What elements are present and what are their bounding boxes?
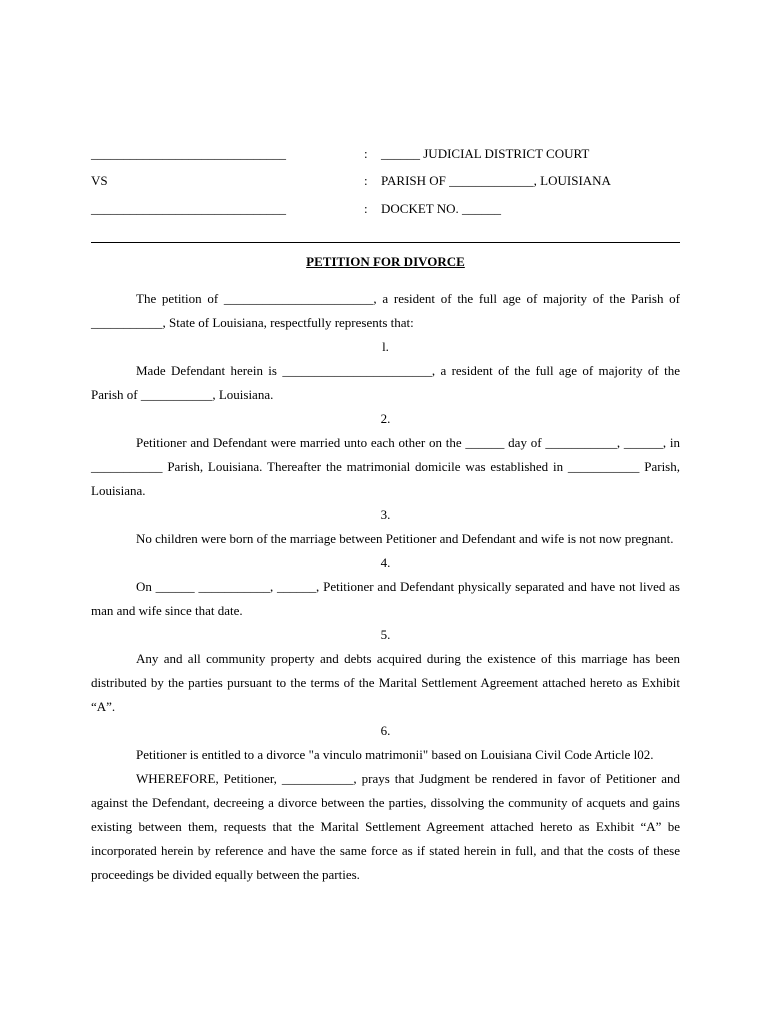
caption-row-court xyxy=(0,145,770,163)
document-title: PETITION FOR DIVORCE xyxy=(306,254,465,269)
petitioner-name-blank: ______________________________ xyxy=(91,146,286,161)
petition-body xyxy=(91,287,680,887)
paragraph-number: 4. xyxy=(380,555,391,570)
paragraph-number: 3. xyxy=(380,507,391,522)
paragraph-number: 5. xyxy=(380,627,391,642)
caption-divider xyxy=(91,242,680,243)
caption-colon: : xyxy=(364,146,368,161)
paragraph-grounds: Petitioner is entitled to a divorce "a vinculo matrimonii" based on Louisiana Civil Code Article l02. xyxy=(136,747,654,762)
versus-label: VS xyxy=(91,173,108,188)
intro-paragraph: The petition of _______________________, a resident of the full age of majority of the Parish of ___________, State of Louisiana, respectfully represents that: xyxy=(91,291,680,330)
paragraph-number: 6. xyxy=(380,723,391,738)
paragraph-marriage: Petitioner and Defendant were married unto each other on the ______ day of ___________, ______, in ___________ Parish, Louisiana. Thereafter the matrimonial domicile was established in ___________ Parish, Louisiana. xyxy=(91,435,680,498)
defendant-name-blank: ______________________________ xyxy=(91,201,286,216)
docket-line: DOCKET NO. ______ xyxy=(381,201,502,216)
paragraph-property: Any and all community property and debts acquired during the existence of this marriage has been distributed by the parties pursuant to the terms of the Marital Settlement Agreement attached hereto as Exhibit “A”. xyxy=(91,651,680,714)
parish-line: PARISH OF _____________, LOUISIANA xyxy=(381,173,611,188)
paragraph-number: l. xyxy=(382,339,389,354)
paragraph-separation: On ______ ___________, ______, Petitioner and Defendant physically separated and have not lived as man and wife since that date. xyxy=(91,579,680,618)
court-line: ______ JUDICIAL DISTRICT COURT xyxy=(381,146,590,161)
caption-row-parish xyxy=(0,172,770,190)
caption-row-docket xyxy=(0,200,770,218)
caption-colon: : xyxy=(364,201,368,216)
paragraph-defendant: Made Defendant herein is _______________________, a resident of the full age of majority of the Parish of ___________, Louisiana. xyxy=(91,363,680,402)
caption-colon: : xyxy=(364,173,368,188)
paragraph-number: 2. xyxy=(380,411,391,426)
paragraph-children: No children were born of the marriage between Petitioner and Defendant and wife is not now pregnant. xyxy=(136,531,674,546)
wherefore-paragraph: WHEREFORE, Petitioner, ___________, prays that Judgment be rendered in favor of Petitioner and against the Defendant, decreeing a divorce between the parties, dissolving the community of acquets and gains existing between them, requests that the Marital Settlement Agreement attached hereto as Exhibit “A” be incorporated herein by reference and have the same force as if stated herein in full, and that the costs of these proceedings be divided equally between the parties. xyxy=(91,771,680,882)
